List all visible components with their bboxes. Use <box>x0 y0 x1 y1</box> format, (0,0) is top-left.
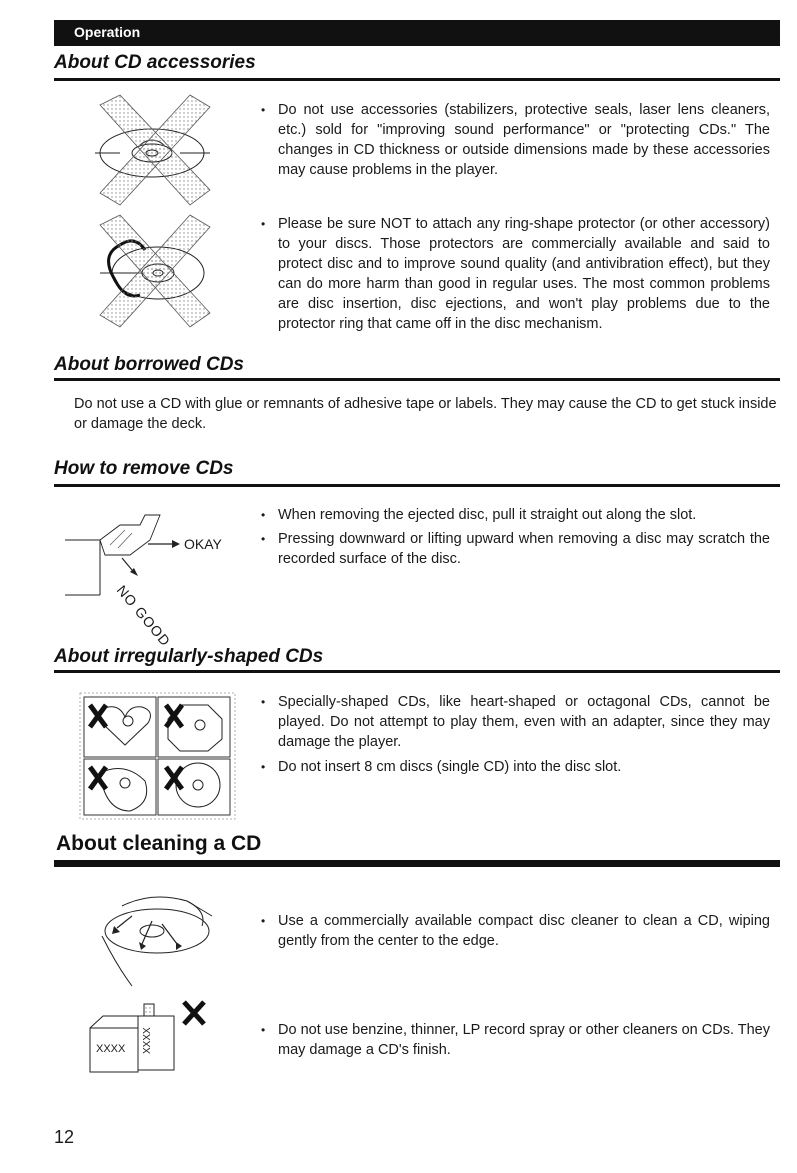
bullet-cleaning-2: • Do not use benzine, thinner, LP record spray or other cleaners on CDs. They may damage a CD's finish. <box>278 1020 770 1060</box>
bullet-irregular-2: • Do not insert 8 cm discs (single CD) into the disc slot. <box>278 757 770 777</box>
bullet-remove-1: • When removing the ejected disc, pull it straight out along the slot. <box>278 505 770 525</box>
page-number: 12 <box>54 1127 75 1147</box>
prohibited-x-icon <box>100 215 210 327</box>
section-title-irregular: About irregularly-shaped CDs <box>54 646 324 667</box>
hand-wiping-cd-icon <box>102 897 212 986</box>
8cm-single-cd-icon <box>166 763 220 807</box>
bullet-accessories-2: • Please be sure NOT to attach any ring-shape protector (or other accessory) to your discs. Those protectors are commercially available and said to protect disc and to improve sound quality (and antivibration effect), but they can do more harm than good in regular uses. The most common problems are disc insertion, disc ejections, and won't play problems due to the protector ring that came off in the disc mechanism. <box>278 214 770 334</box>
section-rule <box>54 378 780 381</box>
prohibited-x-icon <box>100 95 210 205</box>
bullet-remove-2: • Pressing downward or lifting upward when removing a disc may scratch the recorded surface of the disc. <box>278 529 770 569</box>
section-title-remove: How to remove CDs <box>54 458 234 479</box>
cleaning-cd-illustration <box>92 886 222 986</box>
irregular-cd-grid-illustration <box>80 693 235 819</box>
bullet-accessories-1: • Do not use accessories (stabilizers, protective seals, laser lens cleaners, etc.) sold for "improving sound performance" or "protecting CDs." The changes in CD thickness or outside dimensions made by these accessories may cause problems in the player. <box>278 100 770 180</box>
bottle-label: XXXX <box>142 1027 153 1054</box>
octagonal-cd-icon <box>166 705 222 751</box>
section-title-borrowed: About borrowed CDs <box>54 354 244 375</box>
okay-label: OKAY <box>184 536 222 552</box>
heart-shaped-cd-icon <box>90 705 150 745</box>
section-rule <box>54 78 780 81</box>
borrowed-text: Do not use a CD with glue or remnants of adhesive tape or labels. They may cause the CD to get stuck inside or damage the deck. <box>74 396 777 432</box>
section-title-accessories: About CD accessories <box>54 52 256 73</box>
section-rule <box>54 484 780 487</box>
bullet-irregular-1: • Specially-shaped CDs, like heart-shaped or octagonal CDs, cannot be played. Do not attempt to play them, even with an adapter, since they may damage the player. <box>278 692 770 752</box>
no-good-label: NO GOOD <box>113 582 174 650</box>
cd-accessory-illustration <box>90 95 220 335</box>
can-label: XXXX <box>96 1043 126 1055</box>
header-label: Operation <box>74 24 141 40</box>
cleaners-prohibited-illustration <box>88 998 218 1076</box>
odd-shaped-cd-icon <box>90 767 147 811</box>
bullet-cleaning-1: • Use a commercially available compact disc cleaner to clean a CD, wiping gently from the center to the edge. <box>278 911 770 951</box>
remove-cd-illustration <box>60 500 235 620</box>
section-rule-thick <box>54 860 780 867</box>
prohibited-x-icon <box>184 1002 204 1024</box>
section-rule <box>54 670 780 673</box>
section-title-cleaning: About cleaning a CD <box>56 832 262 855</box>
header-bar <box>54 20 780 46</box>
